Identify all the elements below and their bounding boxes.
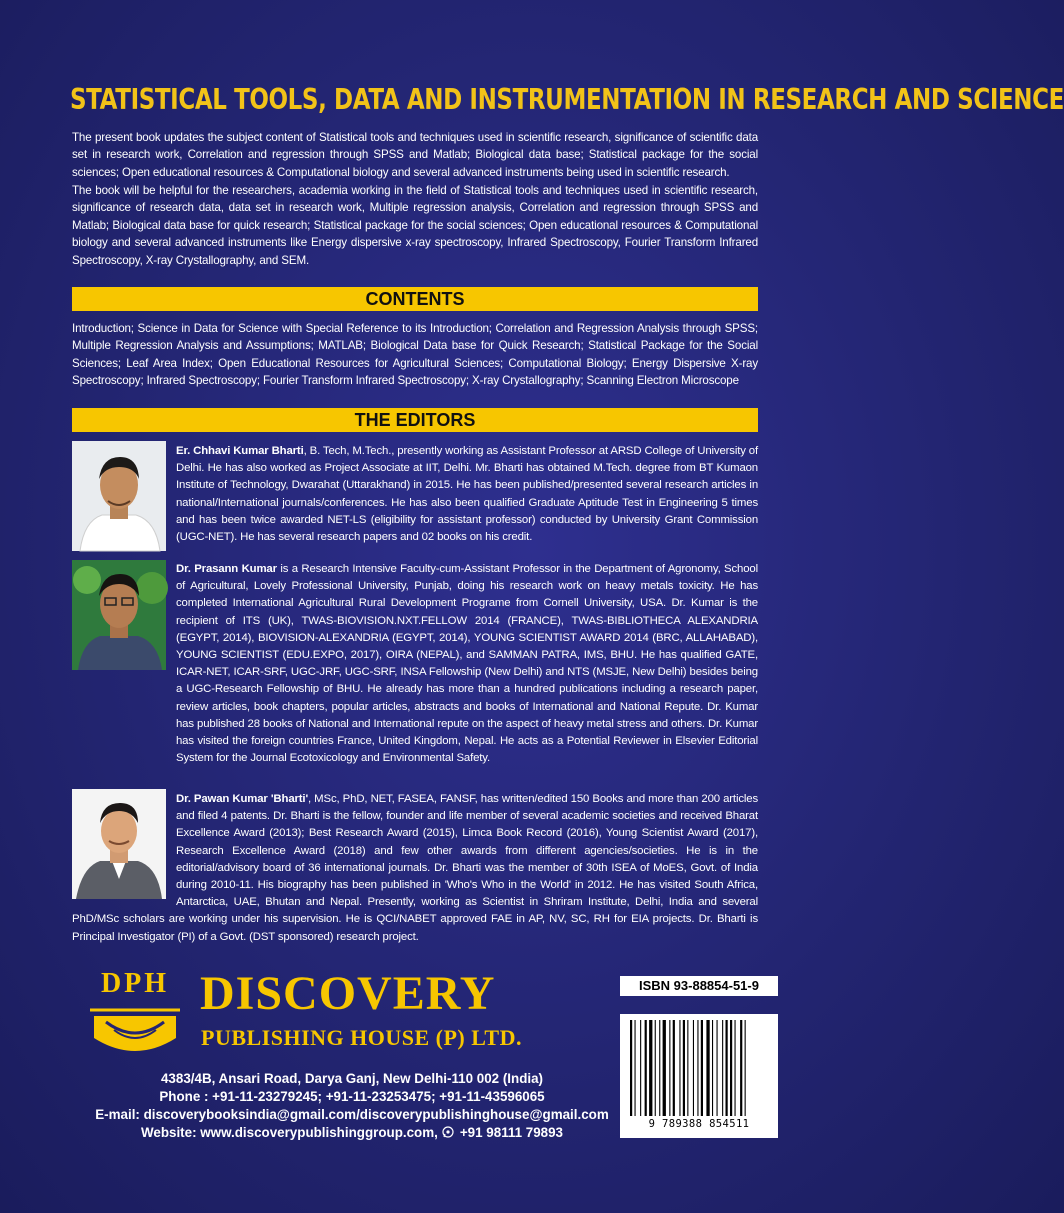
- logo-dph-letters: DPH: [100, 968, 170, 999]
- barcode-bar: [669, 1020, 670, 1116]
- editor-bio-2: [176, 561, 758, 767]
- editor-bio-text-1: , B. Tech, M.Tech., presently working as Assistant Professor at ARSD College of University of Delhi. He has also worked as Project Associate at IIT, Delhi. Mr. Bharti has obtained M.Tech. degree from BT Kumaon Institute of Technology, Dwarahat (Uttarakhand) in 2015. He has been published/presented several research articles in national/International journals/conferences. He has also been qualified Graduate Aptitude Test in Engineering 5 times and has been twice awarded NET-LS (eligibility for assistant professor) conducted by University Grant Commission (UGC-NET). He has several research papers and 02 books on his credit.: [176, 445, 758, 544]
- barcode-bar: [697, 1020, 698, 1116]
- editor-bio-text-2: is a Research Intensive Faculty-cum-Assistant Professor in the Department of Agronomy, School of Agricultural, Lovely Professional University, Punjab, doing his research work on heavy metals toxicity. He has completed International Agricultural Rural Development Programe from Cornell University, USA. Dr. Kumar is the recipient of ITS (UK), TWAS-BIOVISION.NXT.FELLOW 2014 (FRANCE), TWAS-BIBLIOTHECA ALEXANDRIA (EGYPT, 2014), BIOVISION-ALEXANDRIA (EGYPT, 2014), YOUNG SCIENTIST AWARD 2014 (BRC, ALLAHABAD), YOUNG SCIENTIST (EDU.EXPO, 2017), OIRA (NEPAL), and SAMMAN PATRA, IMS, BHU. He has qualified GATE, ICAR-NET, ICAR-SRF, UGC-JRF, UGC-SRF, INSA Fellowship (New Delhi) and NTS (MSJE, New Delhi) besides being a UGC-Research Fellowship of BHU. He already has more than a hundred publications including a research paper, review articles, book chapters, popular articles, abstracts and books of International and National Repute. Dr. Kumar has published 28 books of National and International repute on the aspect of heavy metal stress and others. Dr. Kumar has visited the foreign countries France, United Kingdom, Nepal. He acts as a Potential Reviewer in Elsevier Editorial System for the Journal Ecotoxicology and Environmental Safety.: [176, 563, 758, 765]
- barcode-bars: [620, 1014, 778, 1118]
- barcode-bar: [673, 1020, 675, 1116]
- barcode-bar: [693, 1020, 694, 1116]
- publisher-web-line: [72, 1124, 632, 1142]
- barcode-bar: [745, 1020, 746, 1116]
- editor-name-1: Er. Chhavi Kumar Bharti: [176, 445, 304, 457]
- publisher-address: 4383/4B, Ansari Road, Darya Ganj, New Delhi-110 002 (India): [160, 1071, 544, 1086]
- contents-heading: CONTENTS: [72, 287, 758, 311]
- publisher-name: DISCOVERY: [200, 967, 496, 1020]
- barcode-bar: [687, 1020, 688, 1116]
- barcode-bar: [635, 1020, 636, 1116]
- barcode-bar: [630, 1020, 632, 1116]
- publisher-subtitle: PUBLISHING HOUSE (P) LTD.: [201, 1025, 522, 1050]
- isbn-label: ISBN 93-88854-51-9: [620, 976, 778, 996]
- editor-bio-text-3: , MSc, PhD, NET, FASEA, FANSF, has written/edited 150 Books and more than 200 articles and filed 4 patents. Dr. Bharti is the fellow, founder and life member of several academic societies and received Bharat Excellence Award (2013); Best Research Award (2015), Limca Book Record (2016), Young Scientist Award (2017), Research Excellence Award (2018) and few other awards from different agencies/societies. He is in the editorial/advisory board of 36 international journals. Dr. Bharti was the member of 30th ISEA of MoES, Govt. of India during 2010-11. His biography has been published in 'Who's Who in the World' in 2012. He has visited South Africa, Antarctica, UAE, Bhutan and Nepal. Presently, working as Scientist in Shriram Institute, Delhi, India and several PhD/MSc scholars are working under his supervision. He is QCI/NABET approved FAE in AP, NV, SC, RH for EIA projects. Dr. Bharti is Principal Investigator (PI) of a Govt. (DST sponsored) research project.: [72, 793, 758, 943]
- editors-heading: THE EDITORS: [72, 408, 758, 432]
- barcode-bar: [735, 1020, 736, 1116]
- editor-bio-1: [176, 443, 758, 546]
- publisher-logo-icon: [86, 972, 184, 1064]
- whatsapp-icon: [442, 1126, 454, 1138]
- publisher-website: Website: www.discoverypublishinggroup.com,: [140, 1125, 438, 1140]
- publisher-phone: Phone : +91-11-23279245; +91-11-23253475; +91-11-43596065: [159, 1089, 545, 1104]
- barcode-digits: 9 789388 854511: [648, 1118, 750, 1130]
- barcode-bar: [655, 1020, 656, 1116]
- barcode-bar: [722, 1020, 723, 1116]
- barcode-bar: [712, 1020, 713, 1116]
- barcode-bar: [679, 1020, 680, 1116]
- barcode-bar: [663, 1020, 666, 1116]
- barcode-bar: [740, 1020, 742, 1116]
- barcode-bar: [683, 1020, 685, 1116]
- barcode-bar: [659, 1020, 660, 1116]
- publisher-email: E-mail: discoverybooksindia@gmail.com/discoverypublishinghouse@gmail.com: [95, 1107, 609, 1122]
- intro-paragraph-2: The book will be helpful for the researchers, academia working in the field of Statistical tools and techniques used in scientific research, significance of research data, data set in research work, Multiple regression analysis, Correlation and regression through SPSS and Matlab; Biological data base for quick research; Statistical package for the social sciences; Open educational resources & Computational biology and several advanced instruments like Energy dispersive x-ray spectroscopy, Infrared Spectroscopy, Fourier Transform Infrared Spectroscopy, X-ray Crystallography, and SEM.: [72, 184, 758, 267]
- barcode-bar: [730, 1020, 732, 1116]
- editor-name-2: Dr. Prasann Kumar: [176, 563, 277, 575]
- publisher-whatsapp: +91 98111 79893: [459, 1125, 564, 1140]
- barcode-bar: [726, 1020, 728, 1116]
- barcode-bar: [701, 1020, 703, 1116]
- editor-bio-3: [72, 791, 758, 946]
- barcode-bar: [706, 1020, 709, 1116]
- contents-text: Introduction; Science in Data for Science with Special Reference to its Introduction; Correlation and Regression Analysis through SPSS; Multiple Regression Analysis and Assumptions; MATLAB; Biological Data base for Quick Research; Statistical Package for the Social Sciences; Leaf Area Index; Open Educational Resources for Agricultural Sciences; Computational Biology; Energy Dispersive X-ray Spectroscopy; Infrared Spectroscopy; Fourier Transform Infrared Spectroscopy; X-ray Crystallography; Scanning Electron Microscope: [72, 322, 758, 388]
- barcode-bar: [640, 1020, 641, 1116]
- editor-name-3: Dr. Pawan Kumar 'Bharti': [176, 793, 309, 805]
- barcode-bar: [649, 1020, 652, 1116]
- editor-photo-2: [72, 560, 166, 670]
- editor-photo-1: [72, 441, 166, 551]
- intro-paragraph-1: The present book updates the subject content of Statistical tools and techniques used in scientific research, significance of scientific data set in research work, Correlation and regression through SPSS and Matlab; Biological data base; Statistical package for the social sciences; Open educational resources & Computational biology and several advanced instruments being used in scientific research.: [72, 131, 758, 179]
- barcode-bar: [717, 1020, 718, 1116]
- barcode-bar: [645, 1020, 647, 1116]
- book-title: STATISTICAL TOOLS, DATA AND INSTRUMENTATION IN RESEARCH AND SCIENCE: [70, 84, 1064, 117]
